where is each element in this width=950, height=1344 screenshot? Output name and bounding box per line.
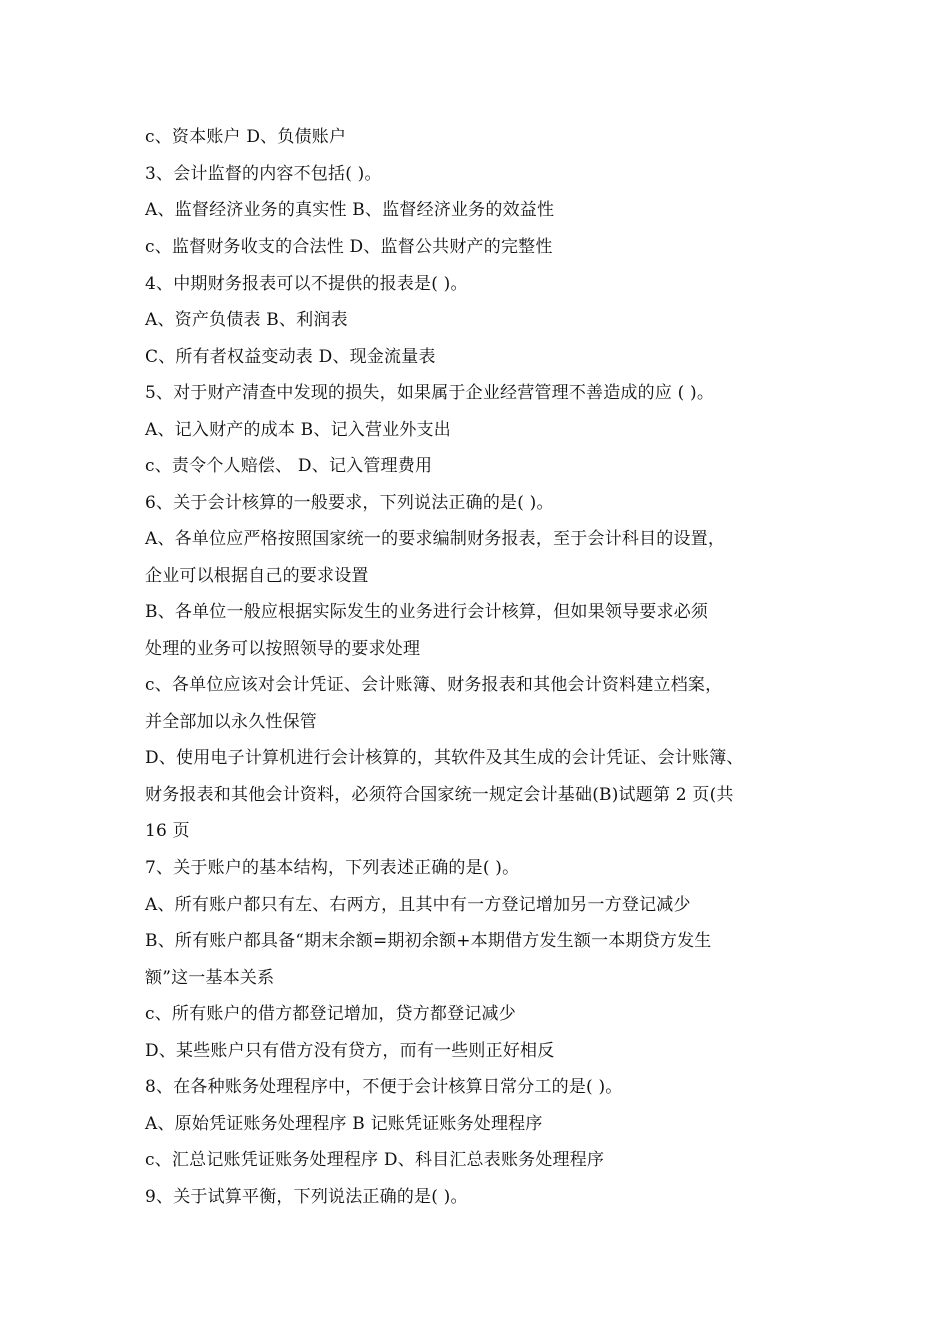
question-9: 9、关于试算平衡，下列说法正确的是( )。: [145, 1187, 468, 1207]
question-8: 8、在各种账务处理程序中，不便于会计核算日常分工的是( )。: [145, 1077, 623, 1097]
text-line: A、监督经济业务的真实性 B、监督经济业务的效益性: [145, 200, 555, 220]
question-5: 5、对于财产清查中发现的损失，如果属于企业经营管理不善造成的应 ( )。: [145, 383, 715, 403]
text-line: 处理的业务可以按照领导的要求处理: [145, 639, 421, 659]
text-line: c、各单位应该对会计凭证、会计账簿、财务报表和其他会计资料建立档案，: [145, 675, 723, 695]
text-line: 额”这一基本关系: [145, 968, 275, 988]
text-line: c、汇总记账凭证账务处理程序 D、科目汇总表账务处理程序: [145, 1150, 605, 1170]
text-line: D、某些账户只有借方没有贷方，而有一些则正好相反: [145, 1041, 555, 1061]
text-line: c、资本账户 D、负债账户: [145, 127, 347, 147]
text-line: c、监督财务收支的合法性 D、监督公共财产的完整性: [145, 237, 553, 257]
question-6: 6、关于会计核算的一般要求，下列说法正确的是( )。: [145, 493, 554, 513]
text-line: B、各单位一般应根据实际发生的业务进行会计核算，但如果领导要求必须: [145, 602, 709, 622]
text-line: D、使用电子计算机进行会计核算的，其软件及其生成的会计凭证、会计账簿、: [145, 748, 744, 768]
text-line: c、所有账户的借方都登记增加，贷方都登记减少: [145, 1004, 516, 1024]
text-line: A、原始凭证账务处理程序 B 记账凭证账务处理程序: [145, 1114, 543, 1134]
text-line: c、责令个人赔偿、 D、记入管理费用: [145, 456, 433, 476]
question-3: 3、会计监督的内容不包括( )。: [145, 164, 382, 184]
text-line: A、所有账户都只有左、右两方，且其中有一方登记增加另一方登记减少: [145, 895, 691, 915]
question-4: 4、中期财务报表可以不提供的报表是( )。: [145, 274, 468, 294]
text-line: 财务报表和其他会计资料，必须符合国家统一规定会计基础(B)试题第 2 页(共: [145, 785, 734, 805]
text-line: A、资产负债表 B、利润表: [145, 310, 348, 330]
text-line: A、记入财产的成本 B、记入营业外支出: [145, 420, 451, 440]
text-line: 企业可以根据自己的要求设置: [145, 566, 369, 586]
text-line: 并全部加以永久性保管: [145, 712, 317, 732]
question-7: 7、关于账户的基本结构，下列表述正确的是( )。: [145, 858, 520, 878]
text-line: B、所有账户都具备“期末余额=期初余额+本期借方发生额一本期贷方发生: [145, 931, 712, 951]
text-line: C、所有者权益变动表 D、现金流量表: [145, 347, 436, 367]
text-line: 16 页: [145, 821, 190, 841]
text-line: A、各单位应严格按照国家统一的要求编制财务报表，至于会计科目的设置，: [145, 529, 726, 549]
